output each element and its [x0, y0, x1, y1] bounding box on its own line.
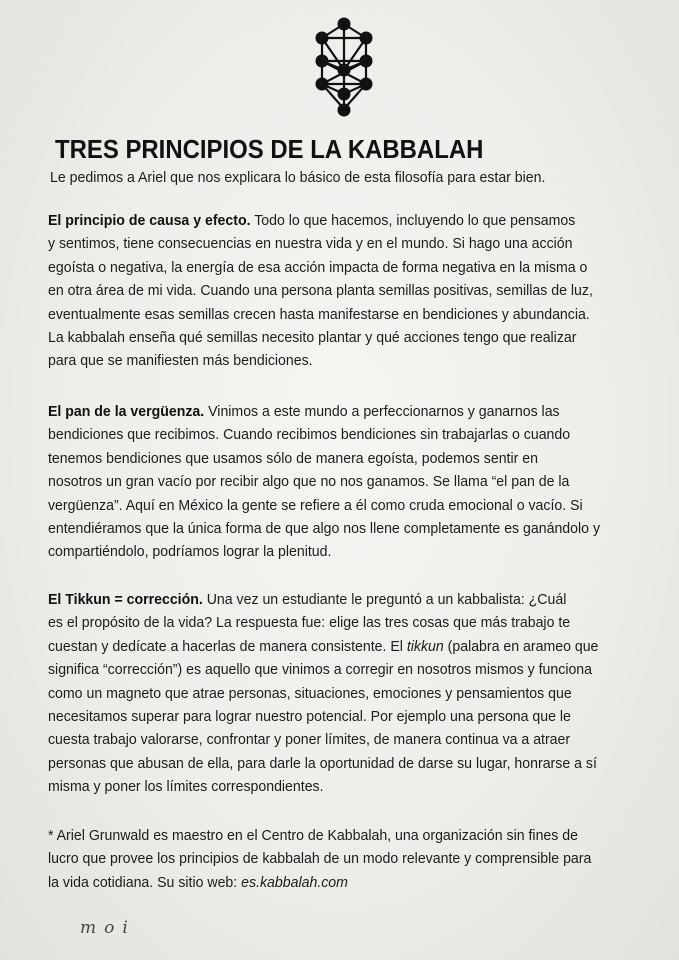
principle-line: El pan de la vergüenza. Vinimos a este mundo a perfeccionarnos y ganarnos las [48, 403, 560, 420]
principle-line: compartiéndolo, podríamos lograr la plenitud. [48, 543, 332, 561]
intro-text: Le pedimos a Ariel que nos explicara lo básico de esta filosofía para estar bien. [50, 169, 546, 186]
brand-logo: moi [80, 918, 136, 938]
principle-bread-of-shame [48, 400, 643, 564]
principle-line: significa “corrección”) es aquello que vinimos a corregir en nosotros mismos y funciona [48, 661, 593, 679]
tikkun-term: tikkun [406, 637, 444, 655]
principle-line: en otra área de mi vida. Cuando una persona planta semillas positivas, semillas de luz, [48, 282, 593, 300]
principle-line: cuestan y dedícate a hacerlas de manera consistente. El tikkun (palabra en arameo que [48, 637, 599, 655]
footnote-line: lucro que provee los principios de kabbalah de un modo relevante y comprensible para [48, 850, 592, 868]
principle-line: personas que abusan de ella, para darle la oportunidad de darse su lugar, honrarse a sí [48, 754, 597, 772]
principle-line: como un magneto que atrae personas, situaciones, emociones y pensamientos que [48, 684, 572, 702]
principle-line: El principio de causa y efecto. Todo lo que hacemos, incluyendo lo que pensamos [48, 212, 576, 229]
principle-line: bendiciones que recibimos. Cuando recibimos bendiciones sin trabajarlas o cuando [48, 426, 571, 444]
principle-tikkun [48, 588, 643, 799]
principle-line: La kabbalah enseña qué semillas necesito plantar y qué acciones tengo que realizar [48, 329, 577, 347]
principle-line: egoísta o negativa, la energía de esa acción impacta de forma negativa en la misma o [48, 258, 588, 276]
footnote [48, 824, 643, 894]
principle-heading: El Tikkun = corrección. [48, 591, 203, 608]
principle-line: tenemos bendiciones que usamos sólo de manera egoísta, podemos sentir en [48, 449, 538, 467]
footnote-line: * Ariel Grunwald es maestro en el Centro de Kabbalah, una organización sin fines de [48, 827, 578, 844]
principle-line: cuesta trabajo valorarse, confrontar y poner límites, de manera continua va a atraer [48, 731, 571, 749]
principle-line: necesitamos superar para lograr nuestro potencial. Por ejemplo una persona que le [48, 708, 571, 726]
footnote-line: la vida cotidiana. Su sitio web: es.kabbalah.com [48, 873, 348, 891]
principle-line: es el propósito de la vida? La respuesta fue: elige las tres cosas que más trabajo te [48, 614, 571, 632]
principle-line: El Tikkun = corrección. Una vez un estudiante le preguntó a un kabbalista: ¿Cuál [48, 591, 567, 608]
principle-line: misma y poner los límites correspondientes. [48, 778, 324, 796]
principle-line: para que se manifiesten más bendiciones. [48, 352, 313, 370]
principle-line: eventualmente esas semillas crecen hasta manifestarse en bendiciones y abundancia. [48, 305, 590, 323]
website-link[interactable]: es.kabbalah.com [241, 873, 348, 891]
page-title: TRES PRINCIPIOS DE LA KABBALAH [55, 134, 484, 164]
principle-line: vergüenza”. Aquí en México la gente se refiere a él como cruda emocional o vacío. Si [48, 496, 583, 514]
principle-heading: El pan de la vergüenza. [48, 403, 205, 420]
principle-heading: El principio de causa y efecto. [48, 212, 251, 229]
principle-cause-effect [48, 209, 643, 373]
principle-line: nosotros un gran vacío por recibir algo que no nos ganamos. Se llama “el pan de la [48, 473, 570, 491]
principle-line: entendiéramos que la única forma de que algo nos llene completamente es ganándolo y [48, 520, 601, 538]
tree-of-life-icon [312, 14, 376, 120]
principle-line: y sentimos, tiene consecuencias en nuestra vida y en el mundo. Si hago una acción [48, 235, 573, 253]
